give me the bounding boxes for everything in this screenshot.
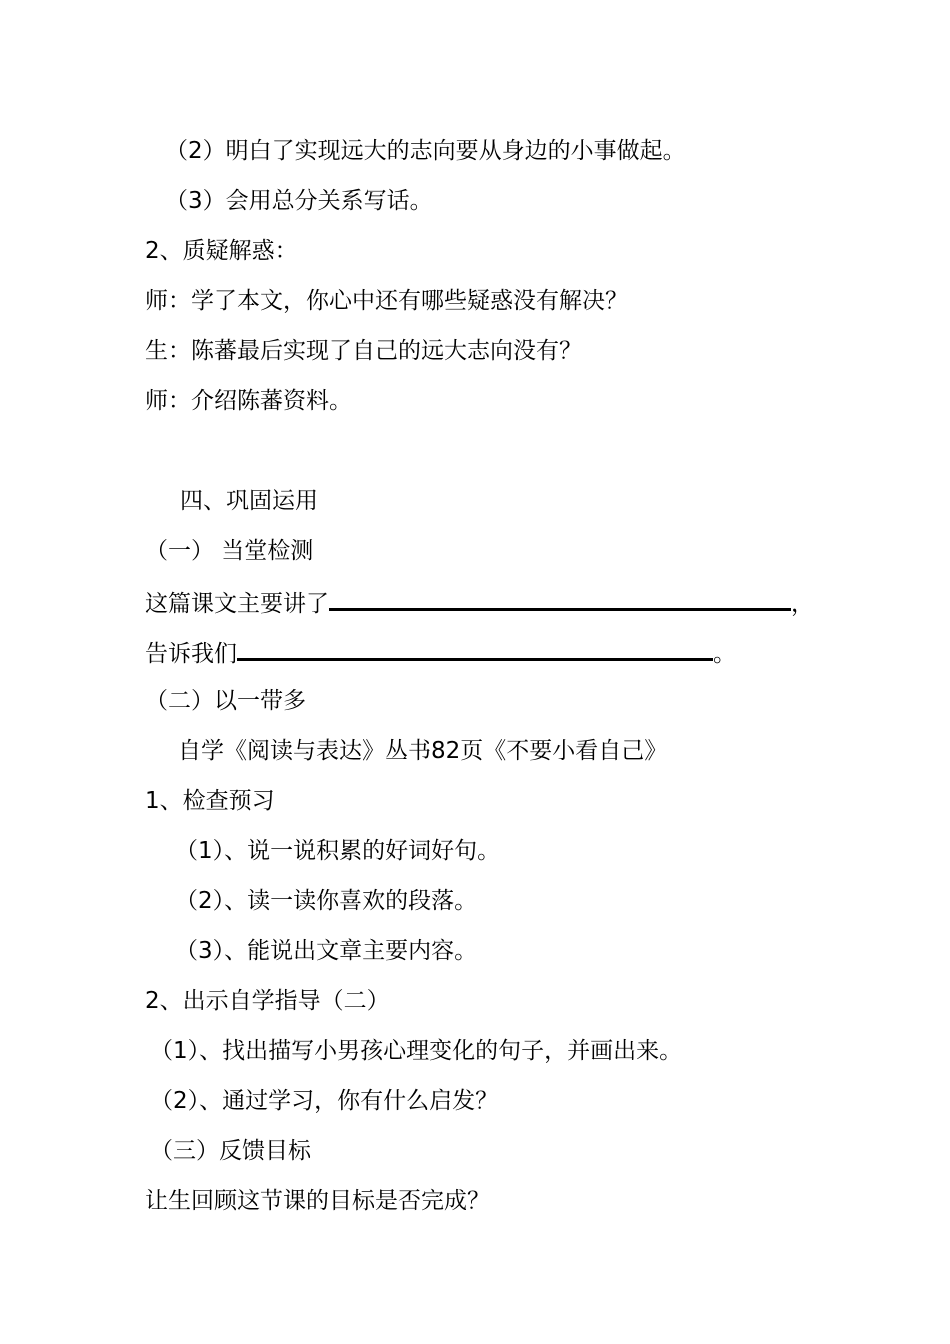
fill-in-suffix: 。: [713, 641, 736, 667]
fill-in-line: [145, 636, 736, 669]
subsection-heading: （一） 当堂检测: [145, 538, 314, 564]
section-heading: 2、质疑解惑：: [145, 238, 298, 264]
fill-in-prompt: 告诉我们: [145, 641, 237, 667]
text-line: （3）、能说出文章主要内容。: [175, 938, 478, 964]
text-line: （2）、读一读你喜欢的段落。: [175, 888, 478, 914]
answer-blank: [329, 586, 791, 611]
section-heading: 四、巩固运用: [180, 488, 318, 514]
text-line: （2）明白了实现远大的志向要从身边的小事做起。: [165, 138, 686, 164]
text-line: 师：学了本文，你心中还有哪些疑惑没有解决？: [145, 288, 628, 314]
fill-in-prompt: 这篇课文主要讲了: [145, 591, 329, 617]
text-line: 生：陈蕃最后实现了自己的远大志向没有？: [145, 338, 582, 364]
text-line: （2）、通过学习，你有什么启发？: [150, 1088, 499, 1114]
text-line: （3）会用总分关系写话。: [165, 188, 433, 214]
text-line: （1）、说一说积累的好词好句。: [175, 838, 501, 864]
fill-in-suffix: ，: [791, 591, 814, 617]
text-line: 师：介绍陈蕃资料。: [145, 388, 352, 414]
section-heading: 2、出示自学指导（二）: [145, 988, 390, 1014]
section-heading: 1、检查预习: [145, 788, 275, 814]
fill-in-line: [145, 586, 814, 619]
answer-blank: [237, 636, 713, 661]
subsection-heading: （三）反馈目标: [150, 1138, 311, 1164]
text-line: 自学《阅读与表达》丛书82页《不要小看自己》: [178, 738, 668, 764]
subsection-heading: （二）以一带多: [145, 688, 306, 714]
text-line: （1）、找出描写小男孩心理变化的句子，并画出来。: [150, 1038, 683, 1064]
text-line: 让生回顾这节课的目标是否完成？: [145, 1188, 490, 1214]
